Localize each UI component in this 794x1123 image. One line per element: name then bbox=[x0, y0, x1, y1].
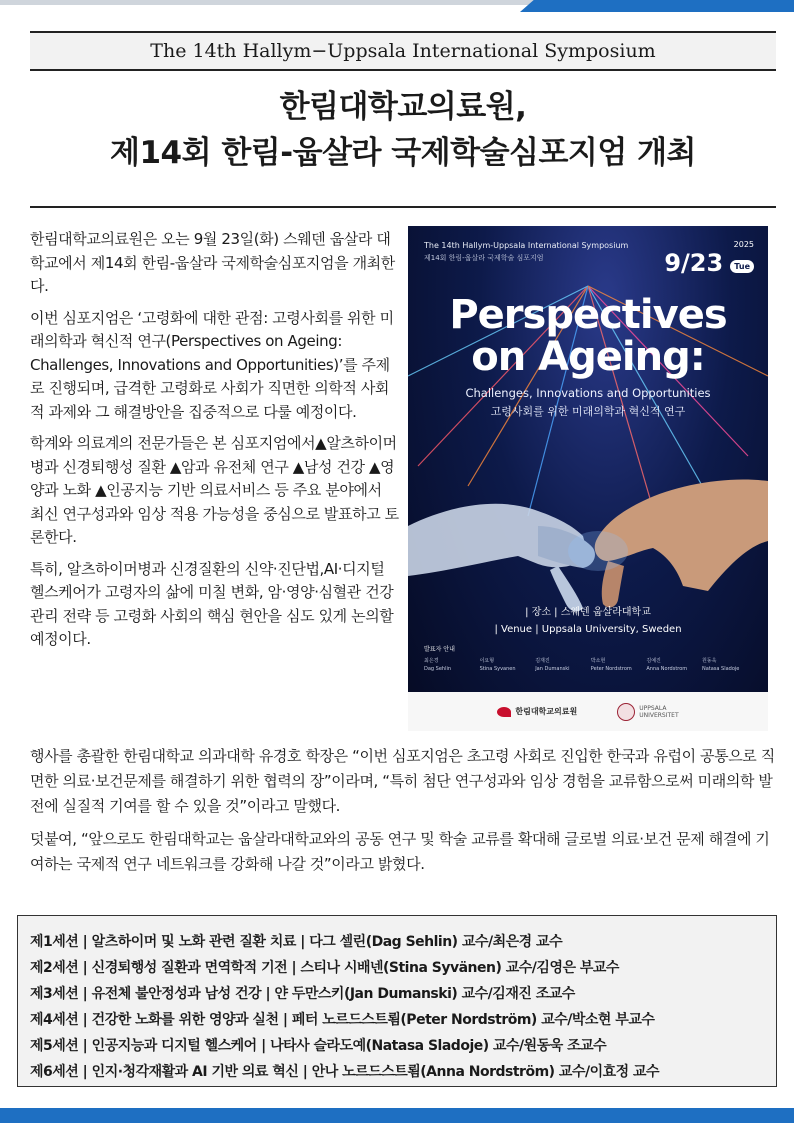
poster-header-kr: 제14회 한림-웁살라 국제학술 심포지엄 bbox=[424, 254, 544, 262]
uppsala-logo bbox=[617, 703, 678, 721]
poster-speaker: 최은경 bbox=[424, 658, 439, 664]
poster-header bbox=[424, 240, 628, 264]
poster-venue-en: | Venue | Uppsala University, Sweden bbox=[494, 624, 682, 635]
body-paragraph: 덧붙여, “앞으로도 한림대학교는 웁살라대학교와의 공동 연구 및 학술 교류를 확대해 글로벌 의료·보건 문제 해결에 기여하는 국제적 연구 네트워크를 강화해 나갈 것”이라고 밝혔다. bbox=[30, 830, 770, 873]
poster-speakers bbox=[424, 646, 754, 673]
headline bbox=[30, 84, 776, 176]
poster-speakers-header: 발표자 안내 bbox=[424, 646, 455, 653]
poster-speaker: 원동욱 bbox=[701, 658, 717, 664]
poster-speaker: 김예진 bbox=[646, 658, 661, 664]
poster-speaker: 박소현 bbox=[590, 658, 606, 664]
symposium-poster bbox=[408, 226, 768, 731]
poster-speaker-en: Anna Nordstrom bbox=[646, 666, 688, 672]
session-line: 제2세션 | 신경퇴행성 질환과 면역학적 기전 | 스티나 시배넨(Stina Syvänen) 교수/김영은 부교수 bbox=[30, 960, 619, 976]
lead-paragraph: 이번 심포지엄은 ‘고령화에 대한 관점: 고령사회를 위한 미래의학과 혁신적 연구(Perspectives on Ageing: Challenges, Innovations and Opportunities)’를 주제로 진행되며, 급격한 고령화로 사회가 직면한 의학적 사회적 과제와 그 해결방안을 집중적으로 다룰 예정이다. bbox=[30, 308, 394, 421]
poster-venue-kr: | 장소 | 스웨덴 웁살라대학교 bbox=[525, 607, 651, 618]
lead-text-column bbox=[30, 228, 400, 660]
lead-paragraph: 한림대학교의료원은 오는 9월 23일(화) 스웨덴 웁살라 대학교에서 제14회 한림-웁살라 국제학술심포지엄을 개최한다. bbox=[30, 230, 395, 295]
lead-paragraph: 특히, 알츠하이머병과 신경질환의 신약·진단법,AI·디지털 헬스케어가 고령자의 삶에 미칠 변화, 암·영양·심혈관 건강 관리 전략 등 고령화 사회의 핵심 현안을 심도 있게 논의할 예정이다. bbox=[30, 559, 394, 648]
poster-title-line-2: on Ageing: bbox=[471, 334, 705, 380]
poster-subtitle-kr: 고령사회를 위한 미래의학과 혁신적 연구 bbox=[490, 405, 686, 418]
body-paragraph: 행사를 총괄한 한림대학교 의과대학 유경호 학장은 “이번 심포지엄은 초고령 사회로 진입한 한국과 유럽이 공통으로 직면한 의료·보건문제를 해결하기 위한 협력의 장”이라며, “특히 첨단 연구성과와 임상 경험을 교류함으로써 미래의학 발전에 실질적 기여를 할 수 있을 것”이라고 말했다. bbox=[30, 747, 775, 815]
body-text bbox=[30, 744, 776, 885]
poster-speaker-en: Jan Dumanski bbox=[535, 666, 570, 672]
uppsala-seal-icon bbox=[617, 703, 635, 721]
symposium-subtitle-bar bbox=[30, 31, 776, 71]
poster-date bbox=[664, 240, 754, 277]
poster-speaker: 김재진 bbox=[535, 658, 550, 664]
poster-title-line-1: Perspectives bbox=[449, 292, 727, 338]
poster-venue bbox=[408, 604, 768, 638]
hallym-logo bbox=[497, 706, 577, 717]
top-blue-stripe bbox=[520, 0, 794, 12]
poster-header-en: The 14th Hallym-Uppsala International Symposium bbox=[424, 241, 629, 250]
top-decoration-band bbox=[0, 0, 794, 12]
poster-logo-strip bbox=[408, 692, 768, 731]
poster-day: 9/23 bbox=[664, 249, 724, 277]
poster-subtitle-en: Challenges, Innovations and Opportunities bbox=[465, 386, 711, 400]
uppsala-logo-line-1: UPPSALA bbox=[639, 704, 667, 712]
poster-weekday-badge: Tue bbox=[730, 260, 754, 273]
poster-year: 2025 bbox=[733, 240, 754, 249]
headline-line-2: 제14회 한림-웁살라 국제학술심포지엄 개최 bbox=[110, 135, 696, 171]
top-gray-stripe bbox=[0, 0, 560, 5]
session-line: 제3세션 | 유전체 불안정성과 남성 건강 | 얀 두만스키(Jan Dumanski) 교수/김재진 조교수 bbox=[30, 986, 575, 1002]
poster-speaker-en: Stina Syvanen bbox=[479, 666, 516, 672]
poster-speaker-en: Peter Nordstrom bbox=[590, 666, 632, 672]
uppsala-logo-line-2: UNIVERSITET bbox=[639, 711, 679, 719]
hallym-logo-text: 한림대학교의료원 bbox=[515, 707, 578, 716]
lead-paragraph: 학계와 의료계의 전문가들은 본 심포지엄에서▲알츠하이머병과 신경퇴행성 질환 ▲암과 유전체 연구 ▲남성 건강 ▲영양과 노화 ▲인공지능 기반 의료서비스 등 주요 분야에서 최신 연구성과와 임상 적용 가능성을 중심으로 발표하고 토론한다. bbox=[30, 434, 399, 546]
poster-speaker-en: Dag Sehlin bbox=[424, 666, 452, 672]
poster-speakers-row bbox=[424, 657, 754, 673]
bottom-blue-band bbox=[0, 1108, 794, 1123]
session-line: 제6세션 | 인지·청각재활과 AI 기반 의료 혁신 | 안나 노르드스트룀(Anna Nordström) 교수/이효정 교수 bbox=[30, 1064, 660, 1080]
headline-line-1: 한림대학교의료원, bbox=[279, 89, 527, 125]
symposium-subtitle: The 14th Hallym−Uppsala International Symposium bbox=[150, 40, 656, 62]
hallym-logo-icon bbox=[497, 707, 511, 717]
poster-speaker: 이요형 bbox=[479, 658, 495, 664]
poster-speaker-en: Natasa Sladoje bbox=[701, 666, 740, 672]
session-schedule-box bbox=[17, 915, 777, 1087]
session-line: 제4세션 | 건강한 노화를 위한 영양과 실천 | 페터 노르드스트룀(Peter Nordström) 교수/박소현 부교수 bbox=[30, 1012, 655, 1028]
session-line: 제5세션 | 인공지능과 디지털 헬스케어 | 나타사 슬라도예(Natasa Sladoje) 교수/원동욱 조교수 bbox=[30, 1038, 607, 1054]
session-line: 제1세션 | 알츠하이머 및 노화 관련 질환 치료 | 다그 셀린(Dag Sehlin) 교수/최은경 교수 bbox=[30, 934, 563, 950]
poster-title bbox=[408, 294, 768, 378]
headline-divider bbox=[30, 206, 776, 208]
